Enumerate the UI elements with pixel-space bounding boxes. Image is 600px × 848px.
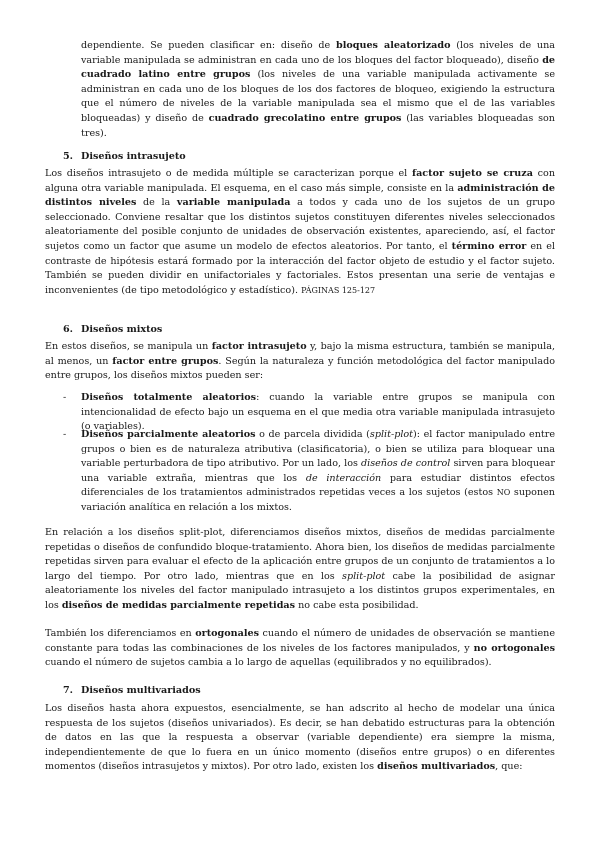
section-6-paragraph: En estos diseños, se manipula un factor intrasujeto y, bajo la misma estructura, también se manipula, al menos, un factor entre grupos. Según la naturaleza y función metodológica del factor manipulado entre grupos, los diseños mixtos pueden ser:: [45, 341, 555, 382]
intro-paragraph: dependiente. Se pueden clasificar en: diseño de bloques aleatorizado (los niveles de una variable manipulada se administran en cada uno de los bloques del factor bloqueado), diseño de cuadrado latino entre grupos (los niveles de una variable manipulada activamente se administran en cada uno de los bloques de los dos factores de bloqueo, exigiendo la estructura que el número de niveles de la variable manipulada sea el mismo que el de las variables bloqueadas) y diseño de cuadrado grecolatino entre grupos (las variables bloqueadas son tres).: [81, 40, 555, 139]
section-5-paragraph: Los diseños intrasujeto o de medida múltiple se caracterizan porque el factor sujeto se cruza con alguna otra variable manipulada. El esquema, en el caso más simple, consiste en la administración de distintos niveles de la variable manipulada a todos y cada uno de los sujetos de un grupo seleccionado. Conviene resaltar que los distintos sujetos constituyen diferentes niveles seleccionados aleatoriamente del posible conjunto de unidades de observación existentes, apareciendo, así, el factor sujetos como un factor que asume un modelo de efectos aleatorios. Por tanto, el término error en el contraste de hipótesis estará formado por la interacción del factor objeto de estudio y el factor sujeto. También se pueden dividir en unifactoriales y factoriales. Estos presentan una serie de ventajas e inconvenientes (de tipo metodológico y estadístico). PÁGINAS 125-127: [45, 168, 555, 296]
section-7-paragraph: Los diseños hasta ahora expuestos, esencialmente, se han adscrito al hecho de modelar una única respuesta de los sujetos (diseños univariados). Es decir, se han debatido estructuras para la obtención de datos en las que la respuesta a observar (variable dependiente) era siempre la misma, independientemente de que lo fuera en un único momento (diseños entre grupos) o en diferentes momentos (diseños intrasujetos y mixtos). Por otro lado, existen los diseños multivariados, que:: [45, 703, 555, 773]
list-item: - Diseños parcialmente aleatorios o de parcela dividida (split-plot): el factor manipulado entre grupos o bien es de naturaleza atributiva (clasificatoria), o bien se utiliza para bloquear una variable perturbadora de tipo atributivo. Por un lado, los diseños de control sirven para bloquear una variable extraña, mientras que los de interacción para estudiar distintos efectos diferenciales de los tratamientos administrados repetidas veces a los sujetos (estos NO suponen variación analítica en relación a los mixtos.: [63, 429, 555, 513]
list-item: - Diseños totalmente aleatorios: cuando la variable entre grupos se manipula con intencionalidad de efecto bajo un esquema en el que media otra variable manipulada intrasujeto (o variables).: [63, 392, 555, 433]
section-6-paragraph-2: En relación a los diseños split-plot, diferenciamos diseños mixtos, diseños de medidas parcialmente repetidas o diseños de confundido bloque-tratamiento. Ahora bien, los diseños de medidas parcialmente repetidas sirven para evaluar el efecto de la aplicación entre grupos de un conjunto de tratamientos a lo largo del tiempo. Por otro lado, mientras que en los split-plot cabe la posibilidad de asignar aleatoriamente los niveles del factor manipulado intrasujeto a los distintos grupos experimentales, en los diseños de medidas parcialmente repetidas no cabe esta posibilidad.: [45, 527, 555, 611]
section-6-heading: 6. Diseños mixtos: [63, 324, 163, 335]
section-7-heading: 7. Diseños multivariados: [63, 685, 201, 696]
section-6-paragraph-3: También los diferenciamos en ortogonales cuando el número de unidades de observación se mantiene constante para todas las combinaciones de los niveles de los factores manipulados, y no ortogonales cuando el número de sujetos cambia a lo largo de aquellas (equilibrados y no equilibrados).: [45, 628, 555, 669]
section-5-heading: 5. Diseños intrasujeto: [63, 151, 186, 162]
